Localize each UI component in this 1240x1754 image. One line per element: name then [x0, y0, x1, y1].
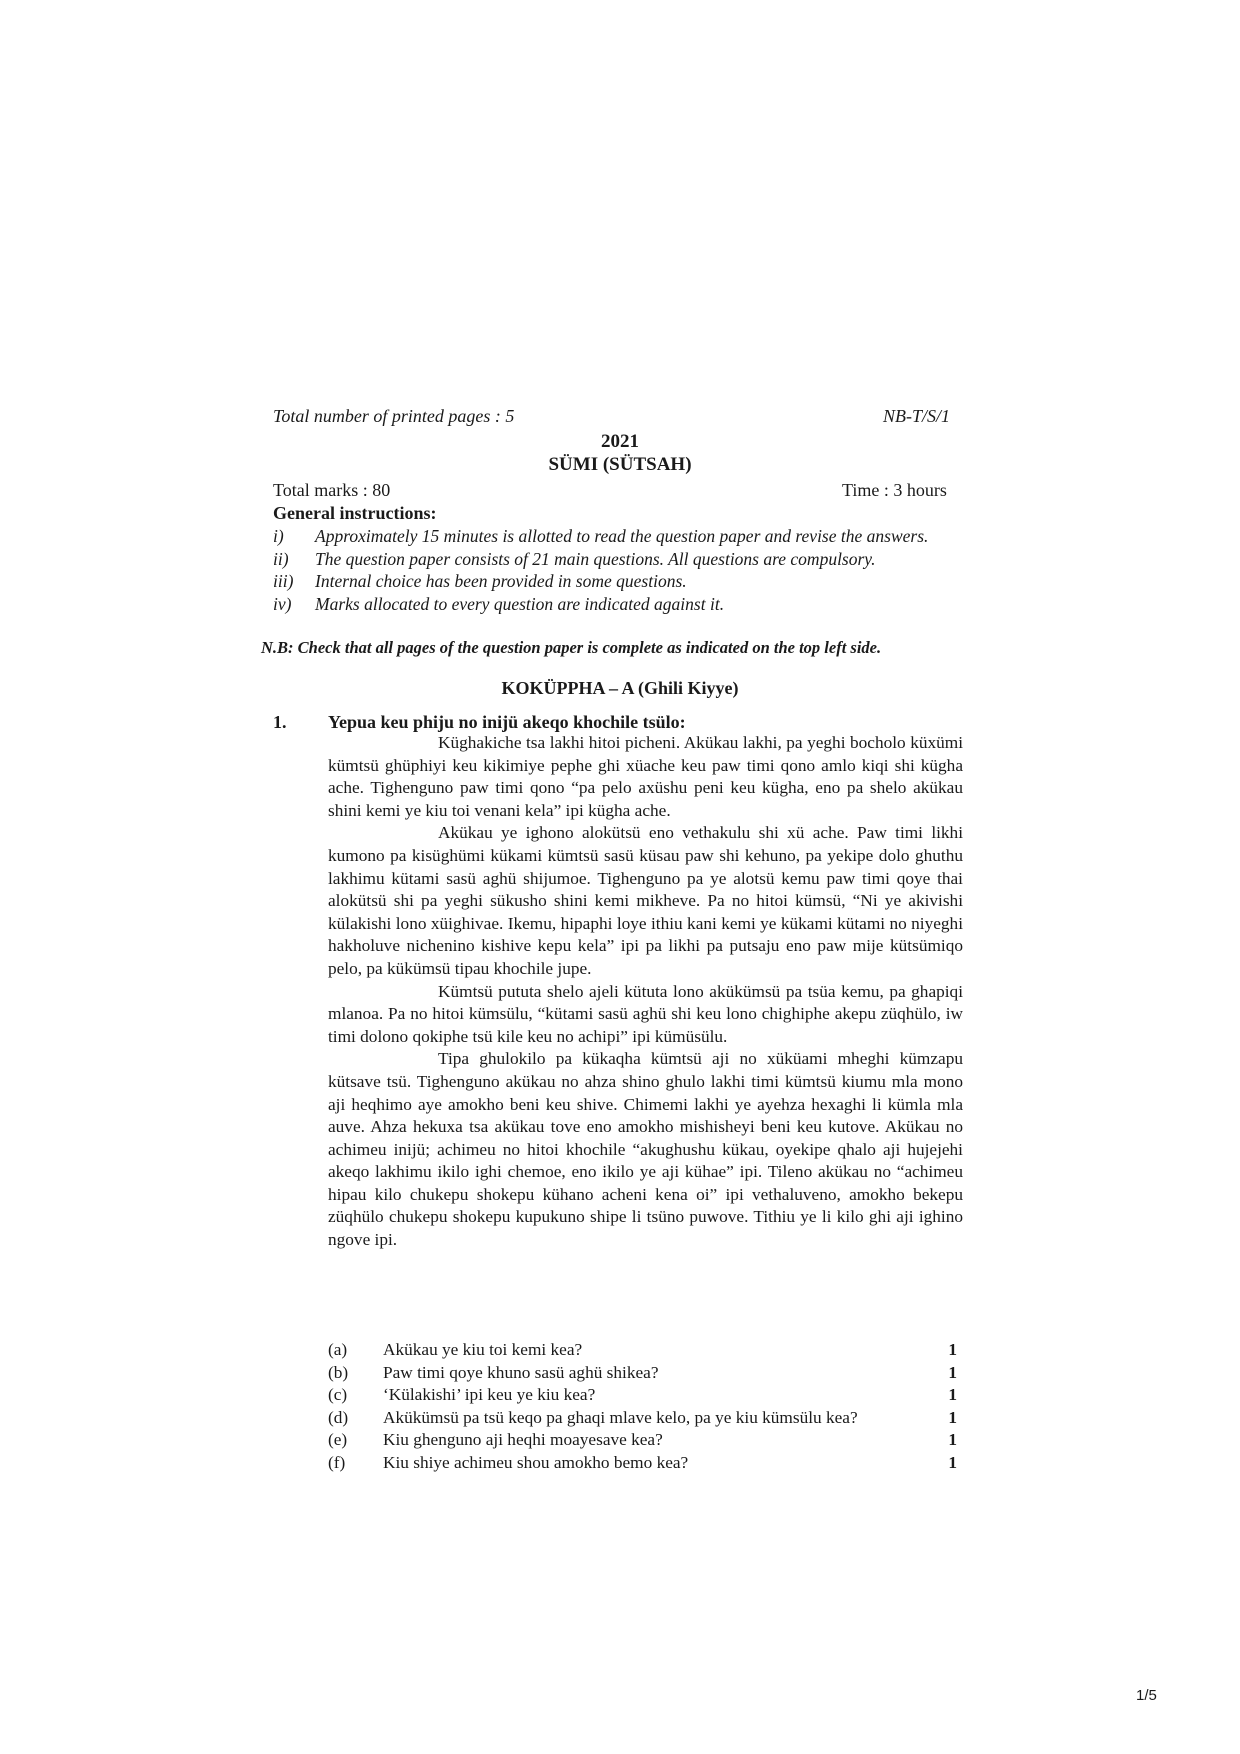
subquestion-list: [328, 1339, 963, 1475]
subquestion: [328, 1452, 963, 1475]
subquestion-text: Paw timi qoye khuno sasü aghü shikea?: [383, 1362, 659, 1382]
subquestion: [328, 1339, 963, 1362]
instruction-number: i): [273, 526, 284, 546]
subquestion-label: (b): [328, 1362, 349, 1382]
subquestion-text: Akükümsü pa tsü keqo pa ghaqi mlave kelo, pa ye kiu kümsülu kea?: [383, 1407, 858, 1427]
subquestion-text: ‘Külakishi’ ipi keu ye kiu kea?: [383, 1385, 596, 1405]
instruction-item: [273, 525, 963, 548]
nb-note: N.B: Check that all pages of the question paper is complete as indicated on the top left side.: [261, 638, 882, 657]
subquestion-marks: 1: [948, 1385, 957, 1405]
instruction-item: [273, 548, 963, 571]
instruction-text: Marks allocated to every question are indicated against it.: [315, 593, 725, 614]
reading-passage: [328, 732, 963, 1252]
subquestion-label: (f): [328, 1452, 346, 1472]
instruction-text: The question paper consists of 21 main questions. All questions are compulsory.: [315, 548, 876, 569]
subquestion-marks: 1: [948, 1452, 957, 1472]
passage-paragraph: Tipa ghulokilo pa kükaqha kümtsü aji no xüküami mheghi kümzapu kütsave tsü. Tighenguno akükau no ahza shino ghulo lakhi timi kümtsü kiumu mla mono aji heqhimo aye amokho beni keu shive. Chimemi lakhi ye ayehza hexaghi li kümla mla auve. Ahza hekuxa tsa akükau tove eno amokho mishisheyi beni keu kutove. Akükau no achimeu inijü; achimeu no hitoi khochile “akughushu kükau, oyekipe qhalo aji hujejehi akeqo lakhimu ikilo ighi chemoe, eno ikilo ye aji kühae” ipi. Tileno akükau no “achimeu hipau kilo chukepu shokepu kühano acheni kena oi” ipi vethaluveno, amokho bekepu züqhülo chukepu shokepu kupukuno shipe li tsüno puwove. Tithiu ye li kilo ghi aji ighino ngove ipi.: [328, 1049, 963, 1250]
page-number: 1/5: [1136, 1687, 1157, 1704]
instructions-heading: General instructions:: [273, 503, 437, 523]
instructions-list: [273, 525, 963, 615]
subquestion-marks: 1: [948, 1430, 957, 1450]
subquestion: [328, 1407, 963, 1430]
question-heading: Yepua keu phiju no inijü akeqo khochile tsülo:: [328, 712, 686, 732]
exam-subject: SÜMI (SÜTSAH): [548, 454, 692, 475]
subquestion-text: Akükau ye kiu toi kemi kea?: [383, 1340, 583, 1359]
passage-paragraph: Akükau ye ighono alokütsü eno vethakulu shi xü ache. Paw timi likhi kumono pa kisüghümi kükami kümtsü sasü küsau paw shi kehuno, pa yekipe dolo ghuthu lakhimu kütami sasü aghü shijumoe. Tighenguno pa ye alotsü kemu paw timi qoye thai alokütsü shi pa yeghi sükusho shini kemi mikheve. Pa no hitoi kümsü, “Ni ye akivishi külakishi lono xüighivae. Ikemu, hipaphi loye ithiu kani kemi ye kükami kütami no niyeghi hakholuve nichenino kishive kepu kela” ipi pa likhi pa putsaju eno paw mije kütsümiqo pelo, pa kükümsü tipau khochile jupe.: [328, 823, 963, 978]
subquestion-text: Kiu ghenguno aji heqhi moayesave kea?: [383, 1430, 663, 1450]
subquestion: [328, 1429, 963, 1452]
instruction-text: Approximately 15 minutes is allotted to read the question paper and revise the answers.: [315, 526, 929, 546]
subquestion-label: (c): [328, 1385, 348, 1405]
passage-paragraph: Kümtsü pututa shelo ajeli kütuta lono akükümsü pa tsüa kemu, pa ghapiqi mlanoa. Pa no hitoi kümsülu, “kütami sasü aghü shi keu lono chighiphe akepu züqhülo, iw timi dolono qokiphe tsü kile keu no achipi” ipi kümüsülu.: [328, 981, 963, 1046]
paper-code: NB-T/S/1: [883, 406, 951, 426]
subquestion-label: (a): [328, 1340, 348, 1359]
subquestion-marks: 1: [948, 1407, 957, 1427]
subquestion-text: Kiu shiye achimeu shou amokho bemo kea?: [383, 1452, 689, 1472]
total-marks: Total marks : 80: [273, 480, 391, 500]
passage-paragraph: Küghakiche tsa lakhi hitoi picheni. Akükau lakhi, pa yeghi bocholo küxümi kümtsü ghüphiyi keu kikimiye pephe ghi xüache keu paw timi qono amlo kiqi shi kügha ache. Tighenguno paw timi qono “pa pelo axüshu peni keu kügha, eno pa shelo akükau shini kemi ye kiu toi venani kela” ipi kügha ache.: [328, 733, 963, 820]
instruction-number: ii): [273, 548, 289, 569]
exam-time: Time : 3 hours: [842, 480, 947, 500]
instruction-item: [273, 593, 963, 616]
subquestion: [328, 1384, 963, 1407]
instruction-text: Internal choice has been provided in some questions.: [315, 571, 687, 591]
subquestion-label: (d): [328, 1407, 349, 1427]
question-number: 1.: [273, 712, 287, 732]
exam-year: 2021: [601, 431, 639, 452]
instruction-item: [273, 570, 963, 593]
subquestion-marks: 1: [948, 1362, 957, 1382]
section-title: KOKÜPPHA – A (Ghili Kiyye): [501, 678, 739, 698]
subquestion: [328, 1362, 963, 1385]
printed-pages-info: Total number of printed pages : 5: [273, 406, 515, 426]
subquestion-label: (e): [328, 1430, 348, 1450]
instruction-number: iv): [273, 593, 292, 614]
subquestion-marks: 1: [948, 1340, 957, 1359]
instruction-number: iii): [273, 571, 294, 591]
